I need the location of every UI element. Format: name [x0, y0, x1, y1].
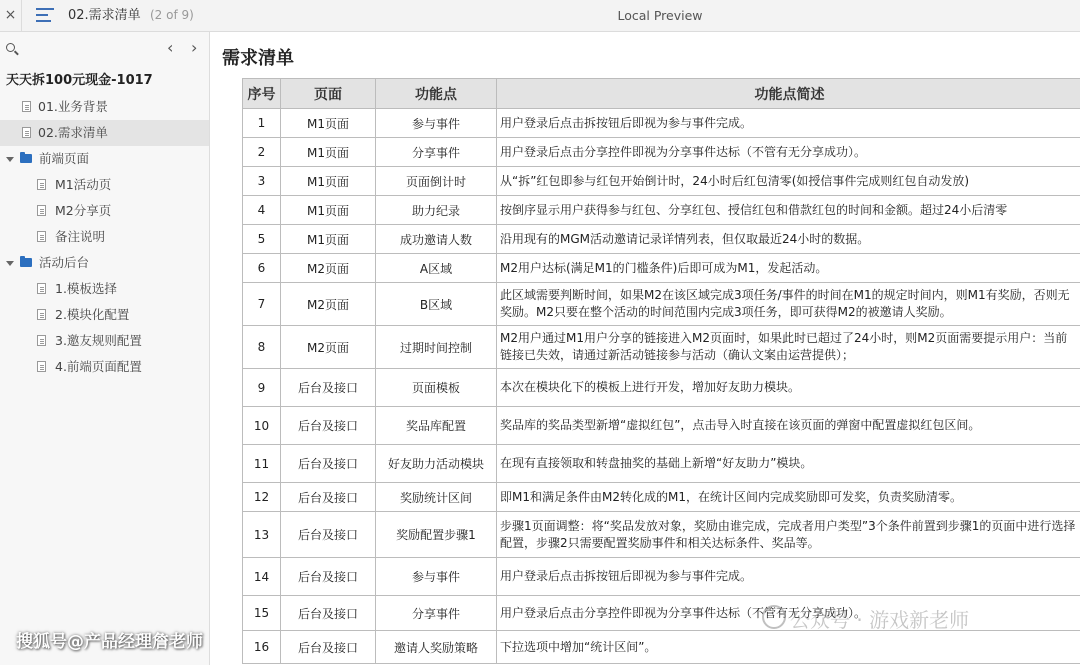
cell-index: 11 — [243, 445, 281, 483]
cell-feature: 邀请人奖励策略 — [376, 631, 497, 664]
cell-index: 12 — [243, 483, 281, 512]
table-row — [243, 283, 1080, 326]
page-icon — [37, 231, 46, 242]
cell-page: M1页面 — [281, 138, 376, 167]
cell-page: 后台及接口 — [281, 369, 376, 407]
sidebar-item[interactable] — [0, 94, 209, 120]
cell-page: 后台及接口 — [281, 631, 376, 664]
cell-page: M1页面 — [281, 109, 376, 138]
cell-index: 15 — [243, 596, 281, 631]
page-icon — [22, 101, 31, 112]
cell-page: 后台及接口 — [281, 445, 376, 483]
previous-page-icon[interactable]: ‹ — [167, 38, 174, 57]
cell-feature: 奖品库配置 — [376, 407, 497, 445]
cell-description: 从“拆”红包即参与红包开始倒计时，24小时后红包清零(如授信事件完成则红包自动发放) — [497, 167, 1080, 196]
cell-index: 8 — [243, 326, 281, 369]
cell-feature: 成功邀请人数 — [376, 225, 497, 254]
cell-feature: 参与事件 — [376, 558, 497, 596]
cell-page: 后台及接口 — [281, 596, 376, 631]
cell-feature: A区域 — [376, 254, 497, 283]
cell-description: 沿用现有的MGM活动邀请记录详情列表，但仅取最近24小时的数据。 — [497, 225, 1080, 254]
cell-index: 3 — [243, 167, 281, 196]
page-title: 需求清单 — [222, 48, 294, 69]
header-feature: 功能点 — [376, 79, 497, 109]
page-tree — [0, 94, 209, 380]
sidebar-item[interactable] — [0, 328, 209, 354]
cell-feature: 参与事件 — [376, 109, 497, 138]
project-title: 天天拆100元现金-1017 — [6, 73, 153, 88]
sidebar-item[interactable] — [0, 146, 209, 172]
sidebar-item-label: 2.模块化配置 — [55, 307, 130, 322]
cell-description: 按倒序显示用户获得参与红包、分享红包、授信红包和借款红包的时间和金额。超过24小后清零 — [497, 196, 1080, 225]
cell-description: 用户登录后点击拆按钮后即视为参与事件完成。 — [497, 109, 1080, 138]
cell-index: 10 — [243, 407, 281, 445]
sidebar-item[interactable] — [0, 224, 209, 250]
cell-page: M1页面 — [281, 196, 376, 225]
requirements-table — [242, 78, 1080, 664]
cell-index: 5 — [243, 225, 281, 254]
cell-feature: 助力纪录 — [376, 196, 497, 225]
sidebar-item-label: 02.需求清单 — [38, 125, 108, 140]
cell-description: 用户登录后点击分享控件即视为分享事件达标（不管有无分享成功）。 — [497, 596, 1080, 631]
sidebar-item-label: 4.前端页面配置 — [55, 359, 142, 374]
sidebar-item-label: 前端页面 — [39, 151, 90, 166]
page-icon — [37, 205, 46, 216]
watermark-sohu: 搜狐号@产品经理詹老师 — [16, 632, 203, 652]
page-icon — [22, 127, 31, 138]
sidebar-item[interactable] — [0, 276, 209, 302]
cell-page: 后台及接口 — [281, 558, 376, 596]
cell-description: 下拉选项中增加“统计区间”。 — [497, 631, 1080, 664]
cell-index: 16 — [243, 631, 281, 664]
cell-description: 本次在模块化下的模板上进行开发，增加好友助力模块。 — [497, 369, 1080, 407]
table-row — [243, 167, 1080, 196]
wechat-logo-icon — [762, 605, 786, 629]
sidebar — [0, 32, 210, 665]
main-content — [211, 32, 1080, 665]
header-page: 页面 — [281, 79, 376, 109]
table-row — [243, 445, 1080, 483]
page-icon — [37, 179, 46, 190]
window-title: Local Preview — [617, 8, 703, 23]
sidebar-item-label: M2分享页 — [55, 203, 112, 218]
sidebar-item-label: 备注说明 — [55, 229, 106, 244]
cell-page: M2页面 — [281, 283, 376, 326]
cell-page: 后台及接口 — [281, 512, 376, 558]
table-row — [243, 407, 1080, 445]
sidebar-item-label: 活动后台 — [39, 255, 90, 270]
table-row — [243, 326, 1080, 369]
cell-index: 4 — [243, 196, 281, 225]
cell-feature: 页面倒计时 — [376, 167, 497, 196]
watermark-wechat: 公众号 · 游戏新老师 — [790, 608, 970, 632]
table-header-row — [243, 79, 1080, 109]
page-icon — [37, 361, 46, 372]
cell-index: 6 — [243, 254, 281, 283]
search-icon[interactable] — [6, 43, 15, 52]
cell-page: 后台及接口 — [281, 483, 376, 512]
cell-description: 即M1和满足条件由M2转化成的M1，在统计区间内完成奖励即可发奖，负责奖励清零。 — [497, 483, 1080, 512]
cell-description: M2用户通过M1用户分享的链接进入M2页面时，如果此时已超过了24小时，则M2页面需要提示用户：当前链接已失效，请通过新活动链接参与活动（确认文案由运营提供）； — [497, 326, 1080, 369]
next-page-icon[interactable]: › — [191, 38, 198, 57]
sidebar-item[interactable] — [0, 250, 209, 276]
folder-icon — [20, 258, 32, 267]
cell-description: 奖品库的奖品类型新增“虚拟红包”，点击导入时直接在该页面的弹窗中配置虚拟红包区间。 — [497, 407, 1080, 445]
cell-index: 7 — [243, 283, 281, 326]
cell-feature: 分享事件 — [376, 138, 497, 167]
cell-description: M2用户达标(满足M1的门槛条件)后即可成为M1，发起活动。 — [497, 254, 1080, 283]
table-row — [243, 369, 1080, 407]
cell-index: 9 — [243, 369, 281, 407]
sidebar-item[interactable] — [0, 120, 209, 146]
cell-index: 2 — [243, 138, 281, 167]
cell-feature: 过期时间控制 — [376, 326, 497, 369]
sidebar-item[interactable] — [0, 172, 209, 198]
sidebar-item-label: 3.邀友规则配置 — [55, 333, 142, 348]
page-counter: (2 of 9) — [150, 8, 194, 22]
cell-index: 14 — [243, 558, 281, 596]
cell-feature: 奖励统计区间 — [376, 483, 497, 512]
page-icon — [37, 283, 46, 294]
sidebar-item[interactable] — [0, 302, 209, 328]
table-row — [243, 138, 1080, 167]
document-title: 02.需求清单 — [68, 8, 141, 23]
cell-description: 用户登录后点击分享控件即视为分享事件达标（不管有无分享成功）。 — [497, 138, 1080, 167]
table-row — [243, 196, 1080, 225]
expand-arrow-icon[interactable] — [6, 261, 14, 266]
table-row — [243, 558, 1080, 596]
sidebar-item-label: M1活动页 — [55, 177, 112, 192]
cell-feature: 分享事件 — [376, 596, 497, 631]
cell-feature: B区域 — [376, 283, 497, 326]
table-row — [243, 225, 1080, 254]
table-row — [243, 631, 1080, 664]
close-icon[interactable]: × — [0, 0, 22, 32]
cell-feature: 好友助力活动模块 — [376, 445, 497, 483]
cell-description: 在现有直接领取和转盘抽奖的基础上新增“好友助力”模块。 — [497, 445, 1080, 483]
header-description: 功能点简述 — [497, 79, 1080, 109]
sidebar-item[interactable] — [0, 198, 209, 224]
folder-icon — [20, 154, 32, 163]
expand-arrow-icon[interactable] — [6, 157, 14, 162]
cell-page: M1页面 — [281, 225, 376, 254]
cell-page: 后台及接口 — [281, 407, 376, 445]
cell-index: 13 — [243, 512, 281, 558]
cell-feature: 页面模板 — [376, 369, 497, 407]
page-icon — [37, 335, 46, 346]
sidebar-toolbar — [0, 32, 209, 68]
table-row — [243, 254, 1080, 283]
cell-description: 步骤1页面调整：将“奖品发放对象，奖励由谁完成，完成者用户类型”3个条件前置到步骤1的页面中进行选择配置，步骤2只需要配置奖励事件和相关达标条件、奖品等。 — [497, 512, 1080, 558]
title-bar — [0, 0, 1080, 32]
sidebar-item-label: 1.模板选择 — [55, 281, 117, 296]
table-row — [243, 512, 1080, 558]
cell-description: 此区域需要判断时间，如果M2在该区域完成3项任务/事件的时间在M1的规定时间内，则M1有奖励，否则无奖励。M2只要在整个活动的时间范围内完成3项任务，即可获得M2的被邀请人奖励。 — [497, 283, 1080, 326]
table-row — [243, 109, 1080, 138]
cell-index: 1 — [243, 109, 281, 138]
cell-description: 用户登录后点击拆按钮后即视为参与事件完成。 — [497, 558, 1080, 596]
cell-page: M2页面 — [281, 254, 376, 283]
cell-feature: 奖励配置步骤1 — [376, 512, 497, 558]
header-index: 序号 — [243, 79, 281, 109]
sidebar-item[interactable] — [0, 354, 209, 380]
page-icon — [37, 309, 46, 320]
cell-page: M2页面 — [281, 326, 376, 369]
cell-page: M1页面 — [281, 167, 376, 196]
sidebar-item-label: 01.业务背景 — [38, 99, 108, 114]
table-row — [243, 483, 1080, 512]
